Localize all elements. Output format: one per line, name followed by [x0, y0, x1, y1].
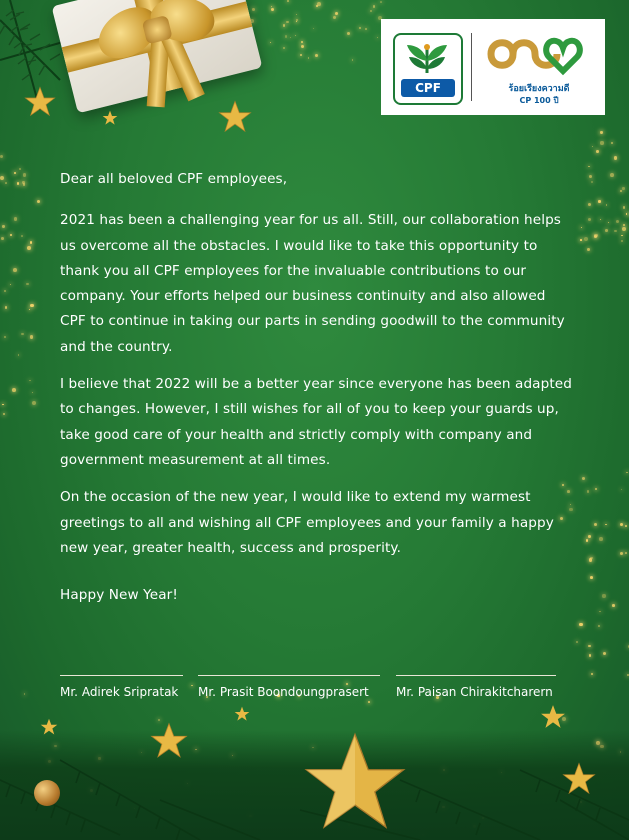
sparkle-dot: [588, 203, 591, 206]
signature-2: [198, 675, 380, 699]
sparkle-dot: [621, 235, 622, 236]
sparkle-dot: [605, 524, 607, 526]
sparkle-dot: [0, 155, 3, 158]
sparkle-dot: [600, 131, 602, 133]
sparkle-dot: [625, 552, 627, 554]
sparkle-dot: [315, 54, 318, 57]
sparkle-dot: [611, 142, 613, 144]
sparkle-dot: [4, 290, 6, 292]
closing-greeting: Happy New Year!: [60, 587, 178, 604]
sparkle-dot: [377, 37, 378, 38]
sparkle-dot: [588, 645, 591, 648]
sparkle-dot: [347, 32, 350, 35]
sparkle-dot: [370, 10, 372, 12]
signature-line: [396, 675, 556, 676]
sparkle-dot: [283, 47, 285, 49]
sparkle-dot: [308, 57, 309, 58]
infinity-heart-icon: [483, 29, 595, 79]
sparkle-dot: [317, 2, 321, 6]
sparkle-dot: [610, 173, 614, 177]
sparkle-dot: [599, 611, 601, 613]
signatory-name: Mr. Adirek Sripratak: [60, 685, 179, 699]
sparkle-dot: [584, 237, 588, 241]
sparkle-dot: [589, 175, 592, 178]
sparkle-dot: [588, 166, 589, 167]
signature-line: [198, 675, 380, 676]
sparkle-dot: [614, 230, 616, 232]
sparkle-dot: [23, 183, 26, 186]
paragraph-3: On the occasion of the new year, I would like to extend my warmest greetings to all and wishing all CPF employees and your family a happy new year, greater health, success and prosperity.: [60, 489, 554, 556]
sparkle-dot: [290, 37, 291, 38]
ornament-ball-icon: [34, 780, 60, 806]
sparkle-dot: [623, 224, 625, 226]
sparkle-dot: [582, 477, 585, 480]
cpf-logo: [393, 33, 463, 105]
sparkle-dot: [595, 488, 597, 490]
sparkle-dot: [599, 537, 603, 541]
sparkle-dot: [576, 641, 578, 643]
sparkle-dot: [0, 176, 4, 180]
sparkle-dot: [301, 41, 303, 43]
sparkle-dot: [30, 304, 34, 308]
star-icon: [150, 722, 188, 760]
sparkle-dot: [21, 235, 23, 237]
sparkle-dot: [380, 1, 382, 3]
sparkle-dot: [335, 12, 338, 15]
sparkle-dot: [191, 685, 193, 687]
sparkle-dot: [158, 719, 160, 721]
sparkle-dot: [623, 206, 625, 208]
signatory-name: Mr. Prasit Boondoungprasert: [198, 685, 369, 699]
sparkle-dot: [14, 172, 16, 174]
sparkle-dot: [4, 336, 6, 338]
sparkle-dot: [286, 21, 289, 24]
sparkle-dot: [598, 625, 600, 627]
sparkle-dot: [5, 182, 7, 184]
sparkle-dot: [608, 222, 609, 223]
sparkle-dot: [29, 380, 30, 381]
sparkle-dot: [10, 284, 11, 285]
sparkle-dot: [37, 200, 40, 203]
sparkle-dot: [579, 623, 582, 626]
sparkle-dot: [589, 654, 592, 657]
sparkle-dot: [300, 54, 302, 56]
sparkle-dot: [301, 45, 304, 48]
sparkle-dot: [10, 234, 12, 236]
paragraph-2: I believe that 2022 will be a better year since everyone has been adapted to changes. However, I still wishes for all of you to keep your guards up, take good care of your health and strictly comply with company and government measurement at all times.: [60, 376, 572, 468]
gift-box-icon: [52, 0, 263, 113]
sparkle-dot: [581, 227, 582, 228]
sparkle-dot: [19, 168, 21, 170]
sparkle-dot: [24, 693, 26, 695]
sparkle-dot: [5, 306, 7, 308]
sparkle-dot: [27, 246, 31, 250]
sparkle-dot: [606, 204, 608, 206]
sparkle-dot: [594, 235, 597, 238]
star-icon: [102, 110, 118, 126]
star-icon: [300, 730, 410, 836]
sparkle-dot: [30, 241, 32, 243]
sparkle-dot: [333, 16, 336, 19]
paragraph-1: 2021 has been a challenging year for us all. Still, our collaboration helps us overcome all the obstacles. I would like to take this opportunity to thank you all CPF employees for the invaluable contributions to our company. Your efforts helped our business continuity and also allowed CPF to continue in taking our parts in sending goodwill to the community and the country.: [60, 212, 565, 355]
sparkle-dot: [13, 268, 17, 272]
sparkle-dot: [596, 150, 599, 153]
sparkle-dot: [17, 182, 20, 185]
star-icon: [540, 704, 566, 730]
sparkle-dot: [594, 523, 597, 526]
sparkle-dot: [373, 5, 376, 8]
sparkle-dot: [602, 594, 605, 597]
sparkle-dot: [18, 354, 19, 355]
sparkle-dot: [591, 181, 593, 183]
sparkle-dot: [586, 539, 589, 542]
sparkle-dot: [287, 0, 289, 2]
sparkle-dot: [368, 701, 370, 703]
star-icon: [562, 762, 596, 796]
sparkle-dot: [32, 401, 36, 405]
sparkle-dot: [12, 388, 16, 392]
sparkle-dot: [622, 187, 624, 189]
sparkle-dot: [625, 525, 627, 527]
sparkle-dot: [252, 8, 255, 11]
logo-banner: [381, 19, 605, 115]
sparkle-dot: [29, 309, 30, 310]
sparkle-dot: [26, 283, 29, 286]
cpf-wordmark: CPF: [401, 79, 455, 97]
sparkle-dot: [612, 604, 615, 607]
sparkle-dot: [620, 552, 623, 555]
sparkle-dot: [270, 42, 271, 43]
signatory-name: Mr. Paisan Chirakitcharern: [396, 685, 553, 699]
sparkle-dot: [285, 35, 287, 37]
sparkle-dot: [2, 404, 4, 406]
leaf-icon: [403, 41, 451, 75]
sparkle-dot: [14, 217, 18, 221]
salutation: Dear all beloved CPF employees,: [60, 171, 288, 187]
star-icon: [234, 706, 250, 722]
sparkle-dot: [295, 35, 296, 36]
sparkle-dot: [296, 14, 297, 15]
sparkle-dot: [587, 490, 590, 493]
sparkle-dot: [30, 335, 34, 339]
sparkle-dot: [622, 227, 626, 231]
sparkle-dot: [580, 239, 582, 241]
sparkle-dot: [598, 200, 600, 202]
sparkle-dot: [626, 472, 628, 474]
sparkle-dot: [588, 535, 591, 538]
sparkle-dot: [296, 21, 297, 22]
sparkle-dot: [620, 190, 622, 192]
sparkle-dot: [590, 576, 593, 579]
signature-3: [396, 675, 556, 699]
sparkle-dot: [352, 59, 353, 60]
star-icon: [40, 718, 58, 736]
star-icon: [218, 100, 252, 134]
sparkle-dot: [21, 333, 23, 335]
sparkle-dot: [271, 6, 272, 7]
sparkle-dot: [616, 220, 619, 223]
sparkle-dot: [603, 652, 607, 656]
sparkle-dot: [592, 146, 593, 147]
sparkle-dot: [313, 28, 314, 29]
sparkle-dot: [621, 489, 622, 490]
sparkle-dot: [626, 213, 628, 215]
sparkle-dot: [591, 673, 594, 676]
sparkle-dot: [3, 413, 5, 415]
sparkle-dot: [588, 218, 591, 221]
sparkle-dot: [365, 28, 367, 30]
letter-body: [60, 167, 572, 620]
logo-divider: [471, 33, 472, 101]
sparkle-dot: [32, 392, 33, 393]
sparkle-dot: [600, 141, 603, 144]
signature-1: [60, 675, 183, 699]
sparkle-dot: [620, 523, 623, 526]
sparkle-dot: [1, 237, 4, 240]
signature-line: [60, 675, 183, 676]
sparkle-dot: [271, 8, 274, 11]
tagline-thai: ร้อยเรียงความดี: [508, 84, 570, 94]
sparkle-dot: [283, 24, 285, 26]
sparkle-dot: [605, 229, 608, 232]
sparkle-dot: [2, 225, 4, 227]
sparkle-dot: [587, 248, 590, 251]
sparkle-dot: [359, 27, 361, 29]
star-icon: [24, 86, 56, 118]
sparkle-dot: [23, 173, 27, 177]
sparkle-dot: [600, 219, 601, 220]
sparkle-dot: [614, 156, 617, 159]
tagline-sub: CP 100 ปี: [519, 96, 559, 105]
sparkle-dot: [621, 240, 624, 243]
